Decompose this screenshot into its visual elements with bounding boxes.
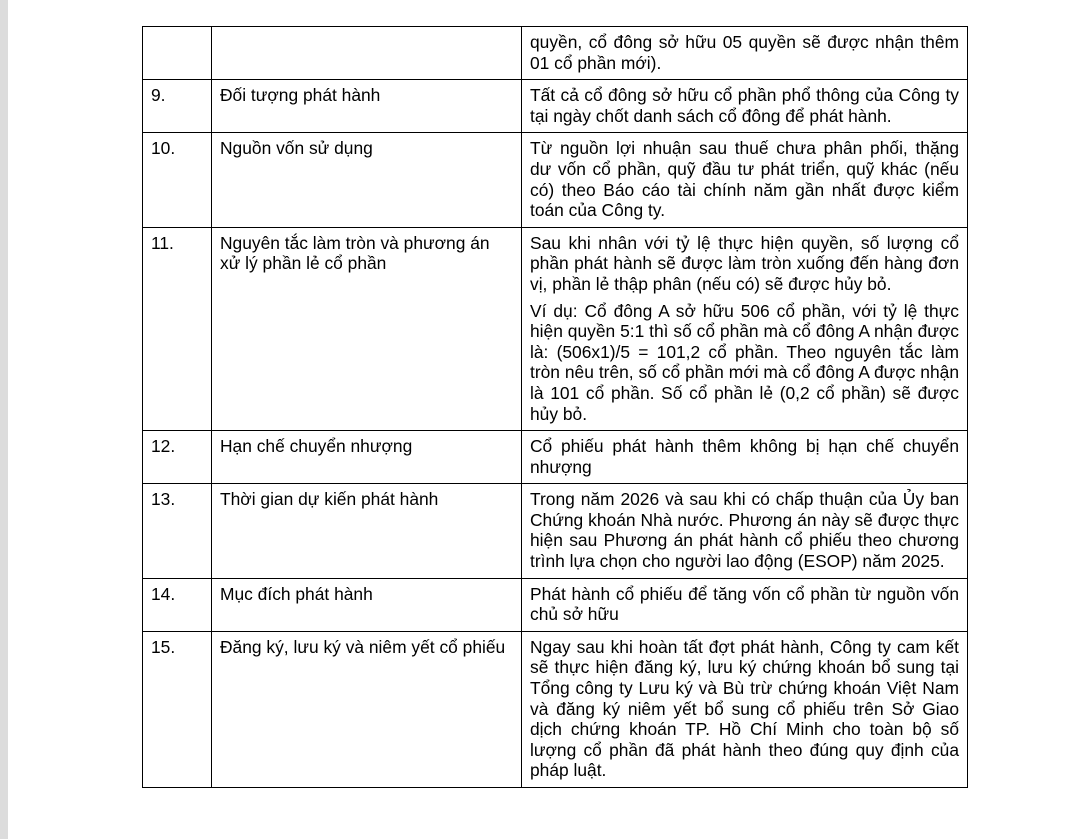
row-content	[522, 578, 968, 631]
content-paragraph: Phát hành cổ phiếu để tăng vốn cổ phần từ nguồn vốn chủ sở hữu	[530, 583, 959, 625]
row-label: Nguyên tắc làm tròn và phương án xử lý phần lẻ cổ phần	[212, 227, 522, 430]
row-label: Nguồn vốn sử dụng	[212, 133, 522, 227]
table-row	[143, 80, 968, 133]
row-label: Đối tượng phát hành	[212, 80, 522, 133]
row-number: 13.	[143, 484, 212, 578]
row-content	[522, 27, 968, 80]
table-row	[143, 578, 968, 631]
row-content	[522, 80, 968, 133]
row-label	[212, 27, 522, 80]
row-label: Thời gian dự kiến phát hành	[212, 484, 522, 578]
row-number: 15.	[143, 631, 212, 787]
table-row	[143, 431, 968, 484]
row-label: Hạn chế chuyển nhượng	[212, 431, 522, 484]
window-left-edge	[0, 0, 8, 839]
row-content	[522, 631, 968, 787]
content-paragraph: Sau khi nhân với tỷ lệ thực hiện quyền, số lượng cổ phần phát hành sẽ được làm tròn xuống đến hàng đơn vị, phần lẻ thập phân (nếu có) sẽ được hủy bỏ.	[530, 232, 959, 294]
table-row	[143, 631, 968, 787]
row-number: 12.	[143, 431, 212, 484]
row-content	[522, 431, 968, 484]
row-number: 11.	[143, 227, 212, 430]
row-number	[143, 27, 212, 80]
row-label: Đăng ký, lưu ký và niêm yết cổ phiếu	[212, 631, 522, 787]
row-content	[522, 133, 968, 227]
table-row	[143, 227, 968, 430]
table-row	[143, 484, 968, 578]
table-row	[143, 133, 968, 227]
row-number: 9.	[143, 80, 212, 133]
row-number: 10.	[143, 133, 212, 227]
row-content	[522, 484, 968, 578]
content-paragraph: Tất cả cổ đông sở hữu cổ phần phổ thông của Công ty tại ngày chốt danh sách cổ đông để phát hành.	[530, 85, 959, 126]
row-label: Mục đích phát hành	[212, 578, 522, 631]
content-paragraph: Ngay sau khi hoàn tất đợt phát hành, Công ty cam kết sẽ thực hiện đăng ký, lưu ký chứng khoán bổ sung tại Tổng công ty Lưu ký và Bù trừ chứng khoán Việt Nam và đăng ký niêm yết bổ sung cổ phiếu trên Sở Giao dịch chứng khoán TP. Hồ Chí Minh cho toàn bộ số lượng cổ phần đã phát hành theo đúng quy định của pháp luật.	[530, 636, 959, 781]
document-page	[8, 0, 1072, 839]
content-paragraph: Cổ phiếu phát hành thêm không bị hạn chế chuyển nhượng	[530, 436, 959, 477]
table-row	[143, 27, 968, 80]
row-content	[522, 227, 968, 430]
content-paragraph: quyền, cổ đông sở hữu 05 quyền sẽ được nhận thêm 01 cổ phần mới).	[530, 32, 959, 73]
issuance-plan-table	[142, 26, 968, 788]
row-number: 14.	[143, 578, 212, 631]
content-paragraph-example: Ví dụ: Cổ đông A sở hữu 506 cổ phần, với tỷ lệ thực hiện quyền 5:1 thì số cổ phần mà cổ đông A nhận được là: (506x1)/5 = 101,2 cổ phần. Theo nguyên tắc làm tròn nêu trên, số cổ phần mới mà cổ đông A được nhận là 101 cổ phần. Số cổ phần lẻ (0,2 cổ phần) sẽ được hủy bỏ.	[530, 300, 959, 424]
content-paragraph: Trong năm 2026 và sau khi có chấp thuận của Ủy ban Chứng khoán Nhà nước. Phương án này sẽ được thực hiện sau Phương án phát hành cổ phiếu theo chương trình lựa chọn cho người lao động (ESOP) năm 2025.	[530, 489, 959, 572]
content-paragraph: Từ nguồn lợi nhuận sau thuế chưa phân phối, thặng dư vốn cổ phần, quỹ đầu tư phát triển, quỹ khác (nếu có) theo Báo cáo tài chính năm gần nhất được kiểm toán của Công ty.	[530, 138, 959, 221]
